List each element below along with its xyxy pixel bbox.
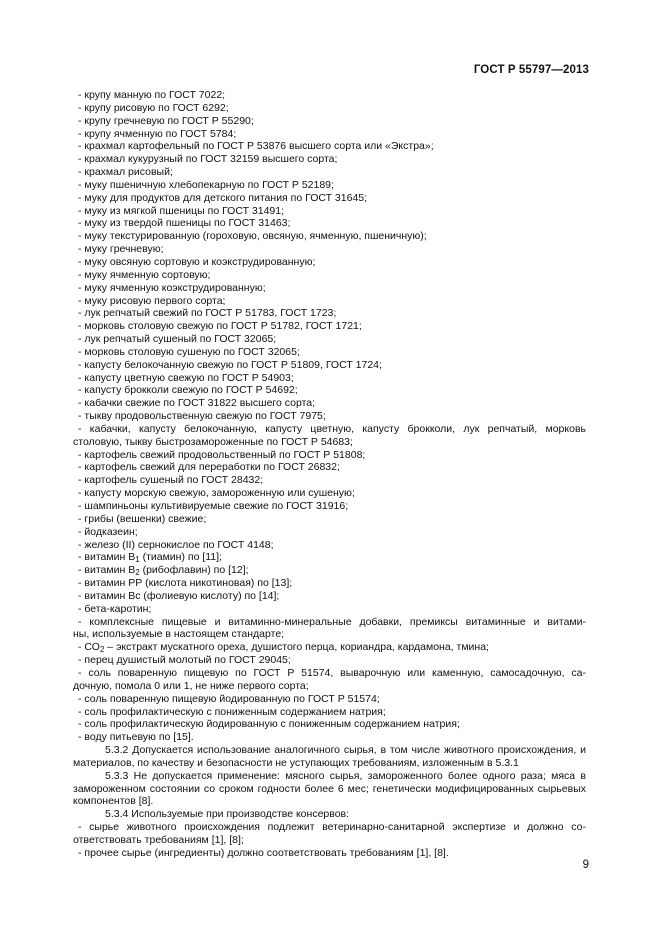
list-item: - соль профилактическую йодированную с пониженным содержанием натрия; xyxy=(78,718,460,731)
list-item-continuation: ответствовать требованиям [1], [8]; xyxy=(73,833,244,846)
list-item: - картофель сушеный по ГОСТ 28432; xyxy=(78,474,264,487)
list-item: - крупу манную по ГОСТ 7022; xyxy=(78,89,226,101)
list-item: - соль профилактическую с пониженным содержанием натрия; xyxy=(78,705,386,718)
list-item: - картофель свежий продовольственный по ГОСТ Р 51808; xyxy=(78,448,366,461)
list-item: - перец душистый молотый по ГОСТ 29045; xyxy=(78,654,291,667)
list-item: - крупу гречневую по ГОСТ Р 55290; xyxy=(78,114,254,127)
list-item: - капусту белокочанную свежую по ГОСТ Р 51809, ГОСТ 1724; xyxy=(78,358,382,371)
list-item: - капусту цветную свежую по ГОСТ Р 54903; xyxy=(78,371,294,384)
clause-5-3-3: 5.3.3 Не допускается применение: мясного сырья, замороженного более одного раза; мяса в xyxy=(105,769,586,782)
list-item: - железо (II) сернокислое по ГОСТ 4148; xyxy=(78,538,274,551)
list-item: - крахмал картофельный по ГОСТ Р 53876 высшего сорта или «Экстра»; xyxy=(78,140,434,153)
list-item-wrapped-line: - кабачки, капусту белокочанную, капусту цветную, капусту брокколи, лук репчатый, морковь xyxy=(78,422,586,435)
list-item-vitamin-b1: - витамин $В_1$ (тиамин) по [11]; xyxy=(78,551,222,565)
list-item: - крупу ячменную по ГОСТ 5784; xyxy=(78,127,237,140)
list-item: - муку рисовую первого сорта; xyxy=(78,294,226,307)
list-item: - лук репчатый сушеный по ГОСТ 32065; xyxy=(78,333,277,346)
list-item: - йодказеин; xyxy=(78,525,138,538)
list-item-co2: - $СО_2$ – экстракт мускатного ореха, душистого перца, кориандра, кардамона, тмина; xyxy=(78,641,489,655)
list-item: - муку овсяную сортовую и коэкструдированную; xyxy=(78,255,316,268)
list-item: - муку для продуктов для детского питания по ГОСТ 31645; xyxy=(78,191,368,204)
standard-header: ГОСТ Р 55797—2013 xyxy=(473,64,589,76)
list-item-wrapped-line: - сырье животного происхождения подлежит ветеринарно-санитарной экспертизе и должно со- xyxy=(78,821,586,834)
list-item: - муку ячменную коэкструдированную; xyxy=(78,281,266,294)
clause-5-3-2: 5.3.2 Допускается использование аналогичного сырья, в том числе животного происхождения, и xyxy=(105,744,586,757)
clause-5-3-2-continuation: материалов, по качеству и безопасности не уступающих требованиям, изложенным в 5.3.1 xyxy=(73,756,519,769)
list-item: - капусту брокколи свежую по ГОСТ Р 54692; xyxy=(78,384,298,397)
clause-5-3-3-continuation: замороженном состоянии со сроком годности более 6 мес; генетически модифицированных сырьевых xyxy=(73,782,586,795)
list-item: - картофель свежий для переработки по ГОСТ 26832; xyxy=(78,461,340,474)
list-item: - прочее сырье (ингредиенты) должно соответствовать требованиям [1], [8]. xyxy=(78,846,449,859)
list-item: - крахмал рисовый; xyxy=(78,166,173,179)
list-item-wrapped-line: - соль поваренную пищевую по ГОСТ Р 51574, выварочную или каменную, самосадочную, са- xyxy=(78,666,586,679)
list-item: - витамин Вс (фолиевую кислоту) по [14]; xyxy=(78,589,280,602)
page-number: 9 xyxy=(582,859,589,871)
list-item: - кабачки свежие по ГОСТ 31822 высшего сорта; xyxy=(78,397,316,410)
document-body xyxy=(73,89,586,860)
list-item-continuation: столовую, тыкву быстрозамороженные по ГОСТ Р 54683; xyxy=(73,435,353,448)
list-item: - тыкву продовольственную свежую по ГОСТ 7975; xyxy=(78,410,326,423)
list-item: - муку текстурированную (гороховую, овсяную, ячменную, пшеничную); xyxy=(78,230,427,243)
list-item: - морковь столовую свежую по ГОСТ Р 51782, ГОСТ 1721; xyxy=(78,320,362,333)
list-item-continuation: ны, используемые в настоящем стандарте; xyxy=(73,628,285,641)
list-item: - морковь столовую сушеную по ГОСТ 32065; xyxy=(78,345,300,358)
list-item: - воду питьевую по [15]. xyxy=(78,731,194,744)
list-item: - шампиньоны культивируемые свежие по ГОСТ 31916; xyxy=(78,500,349,512)
list-item: - муку ячменную сортовую; xyxy=(78,268,211,281)
clause-5-3-3-continuation: компонентов [8]. xyxy=(73,795,154,808)
list-item: - бета-каротин; xyxy=(78,602,152,615)
list-item-vitamin-b2: - витамин $В_2$ (рибофлавин) по [12]; xyxy=(78,564,249,578)
list-item: - муку пшеничную хлебопекарную по ГОСТ Р 52189; xyxy=(78,178,334,191)
list-item: - грибы (вешенки) свежие; xyxy=(78,512,207,525)
list-item: - крупу рисовую по ГОСТ 6292; xyxy=(78,101,229,114)
list-item: - крахмал кукурузный по ГОСТ 32159 высшего сорта; xyxy=(78,153,338,166)
list-item: - муку из мягкой пшеницы по ГОСТ 31491; xyxy=(78,204,285,217)
list-item-continuation: дочную, помола 0 или 1, не ниже первого сорта; xyxy=(73,679,309,692)
list-item: - лук репчатый свежий по ГОСТ Р 51783, ГОСТ 1723; xyxy=(78,307,337,320)
clause-5-3-4: 5.3.4 Используемые при производстве консервов: xyxy=(105,808,350,821)
list-item-wrapped-line: - комплексные пищевые и витаминно-минеральные добавки, премиксы витаминные и витами- xyxy=(78,615,586,628)
list-item: - витамин РР (кислота никотиновая) по [13]; xyxy=(78,577,293,590)
list-item: - соль поваренную пищевую йодированную по ГОСТ Р 51574; xyxy=(78,692,380,705)
list-item: - капусту морскую свежую, замороженную или сушеную; xyxy=(78,487,355,500)
list-item: - муку из твердой пшеницы по ГОСТ 31463; xyxy=(78,217,291,230)
list-item: - муку гречневую; xyxy=(78,243,164,256)
